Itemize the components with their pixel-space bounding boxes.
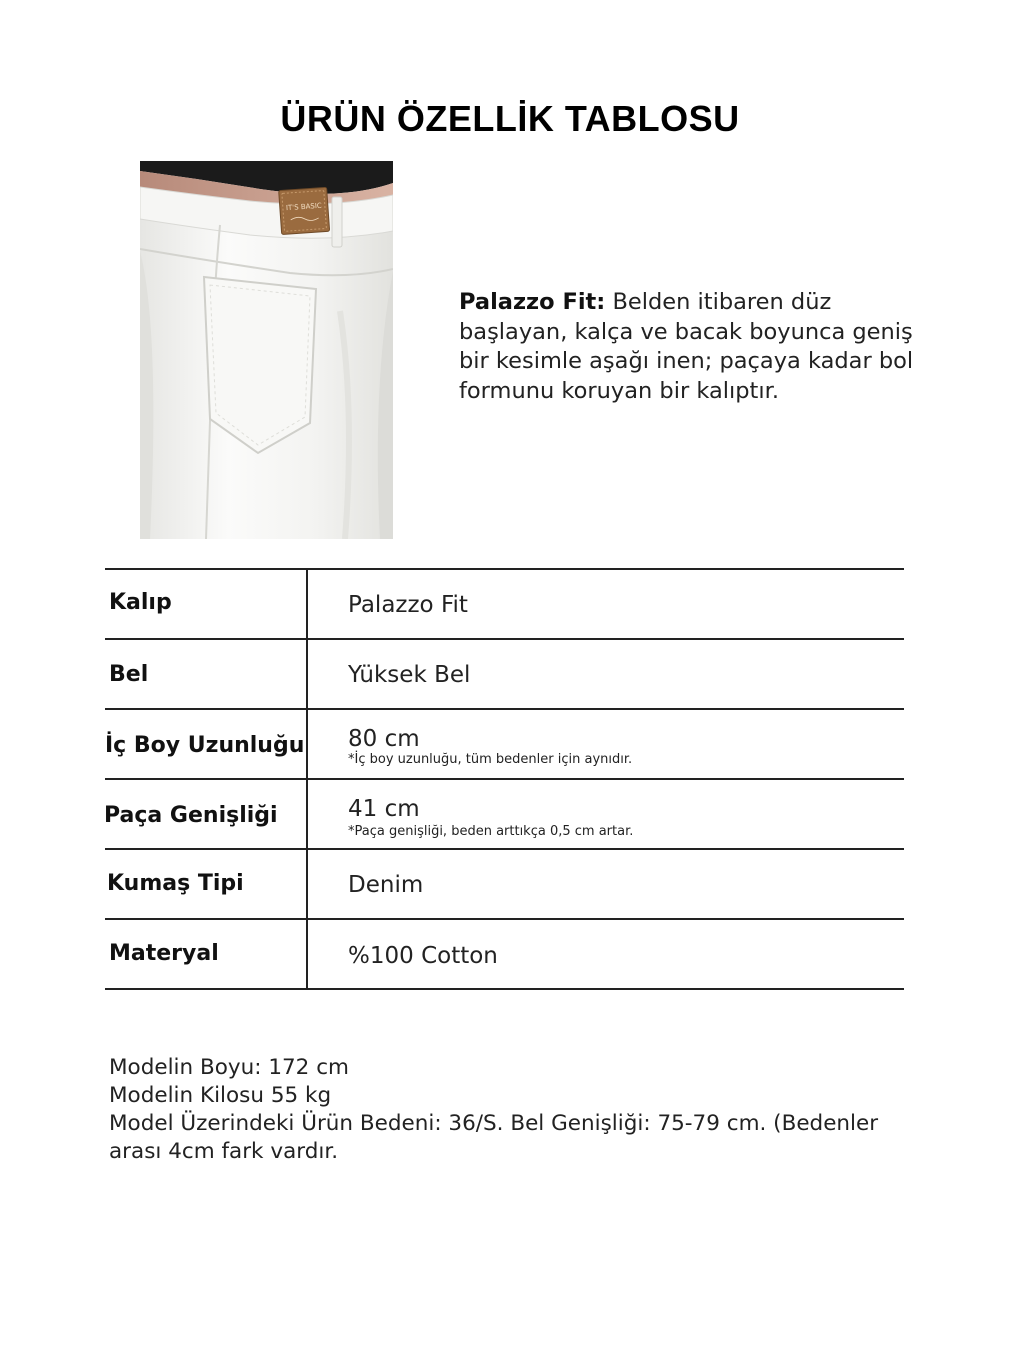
spec-value-bel: Yüksek Bel [348,662,471,688]
spec-label-ic-boy: İç Boy Uzunluğu [105,733,305,758]
table-column-divider [306,568,308,990]
spec-note-ic-boy: *İç boy uzunluğu, tüm bedenler için aynıdır. [348,752,633,767]
fit-description [459,288,929,406]
spec-label-paca: Paça Genişliği [104,803,278,828]
page-title: ÜRÜN ÖZELLİK TABLOSU [280,98,740,139]
table-divider [105,778,904,780]
table-divider [105,988,904,990]
table-divider [105,638,904,640]
model-info [109,1054,909,1166]
spec-value-paca: 41 cm [348,796,420,822]
model-size-note: arası 4cm fark vardır. [109,1139,339,1164]
spec-value-materyal: %100 Cotton [348,943,498,969]
spec-value-kumas: Denim [348,872,424,898]
brand-label-text: IT'S BASIC [285,201,323,213]
spec-value-kalip: Palazzo Fit [348,592,468,618]
spec-label-materyal: Materyal [109,941,219,966]
white-jeans-back-illustration [140,161,393,539]
spec-note-paca: *Paça genişliği, beden arttıkça 0,5 cm artar. [348,824,634,839]
fit-description-text: Belden itibaren düz başlayan, kalça ve bacak boyunca geniş bir kesimle aşağı inen; paçaya kadar bol formunu koruyan bir kalıptır. [459,289,914,404]
model-weight: Modelin Kilosu 55 kg [109,1083,332,1108]
product-photo [140,161,393,539]
table-divider [105,568,904,570]
spec-label-bel: Bel [109,662,149,687]
spec-label-kumas: Kumaş Tipi [107,871,244,896]
model-height: Modelin Boyu: 172 cm [109,1055,349,1080]
table-divider [105,708,904,710]
fit-description-title: Palazzo Fit: [459,289,606,315]
spec-value-ic-boy: 80 cm [348,726,420,752]
table-divider [105,918,904,920]
spec-label-kalip: Kalıp [109,590,172,615]
model-size-info: Model Üzerindeki Ürün Bedeni: 36/S. Bel Genişliği: 75-79 cm. (Bedenler [109,1111,879,1136]
table-divider [105,848,904,850]
